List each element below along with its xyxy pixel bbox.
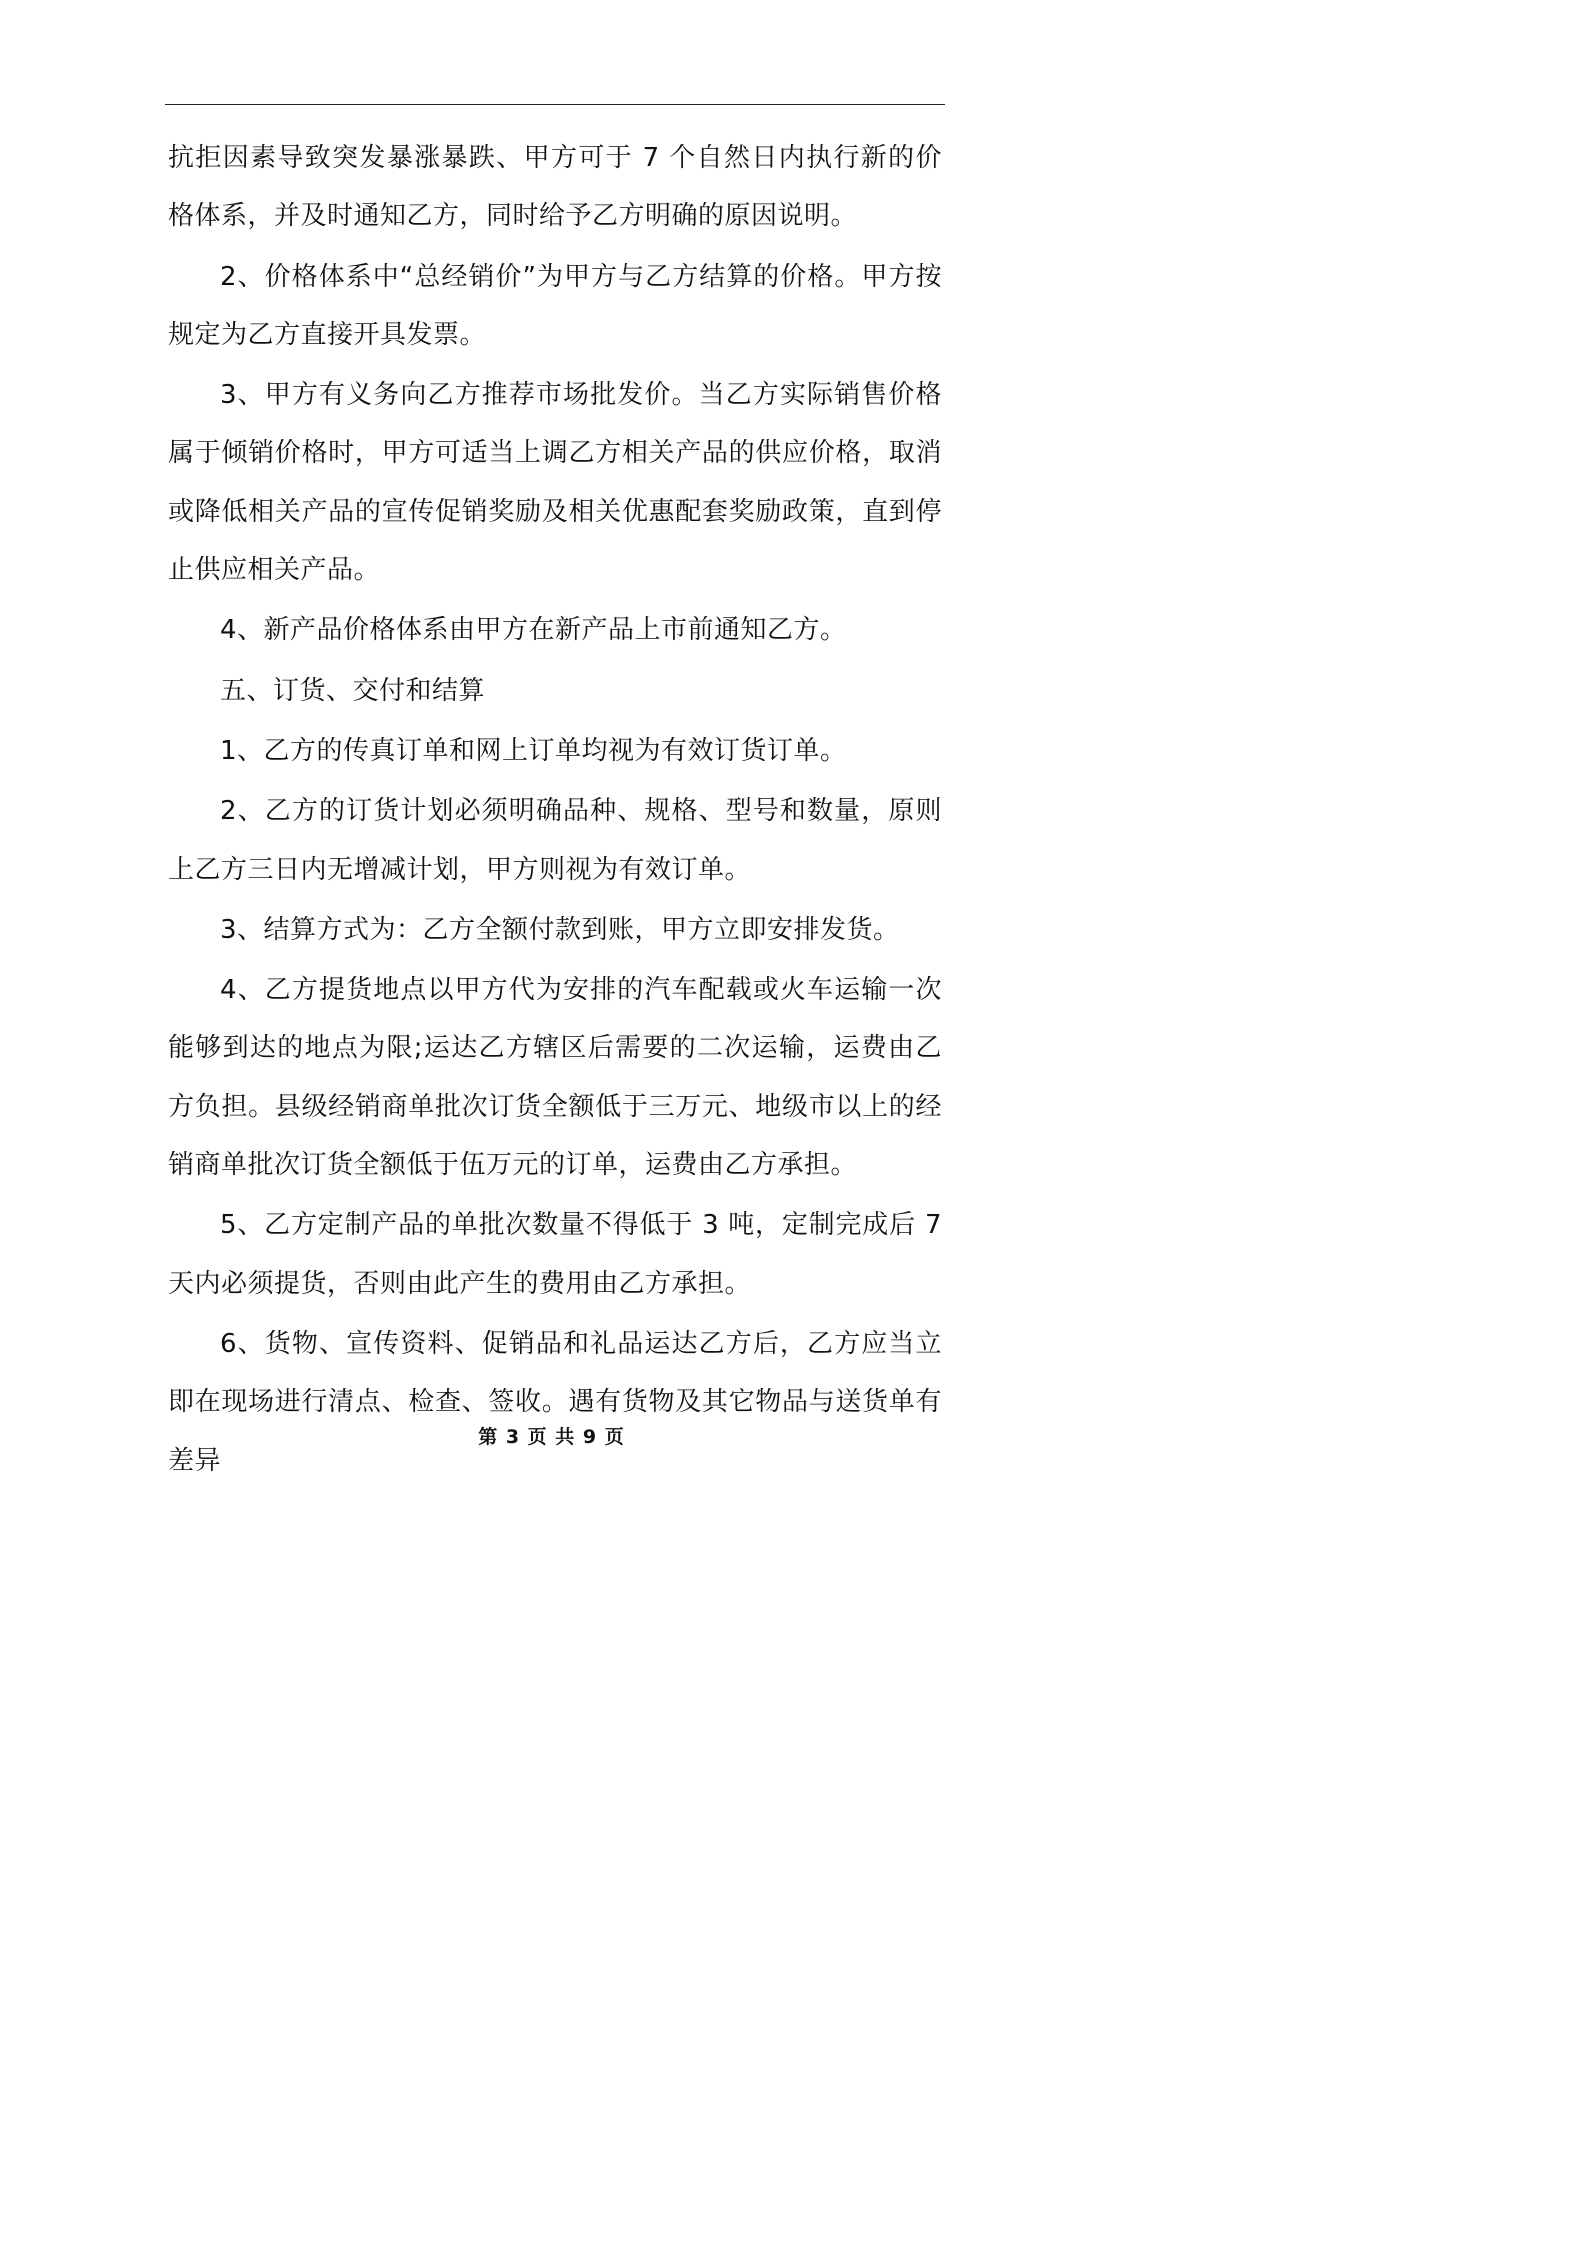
paragraph-order-6: 6、货物、宣传资料、促销品和礼品运达乙方后，乙方应当立即在现场进行清点、检查、签收。遇有货物及其它物品与送货单有差异 [168, 1328, 942, 1476]
paragraph-clause-2: 2、价格体系中“总经销价”为甲方与乙方结算的价格。甲方按规定为乙方直接开具发票。 [168, 261, 942, 350]
header-rule [165, 104, 945, 105]
paragraph-clause-4: 4、新产品价格体系由甲方在新产品上市前通知乙方。 [220, 615, 847, 646]
section-heading-ordering: 五、订货、交付和结算 [220, 675, 486, 706]
paragraph-order-4: 4、乙方提货地点以甲方代为安排的汽车配载或火车运输一次能够到达的地点为限;运达乙方辖区后需要的二次运输，运费由乙方负担。县级经销商单批次订货全额低于三万元、地级市以上的经销商单批次订货全额低于伍万元的订单，运费由乙方承担。 [168, 975, 942, 1181]
paragraph-continuation: 抗拒因素导致突发暴涨暴跌、甲方可于 7 个自然日内执行新的价格体系，并及时通知乙方，同时给予乙方明确的原因说明。 [168, 143, 942, 232]
paragraph-order-5: 5、乙方定制产品的单批次数量不得低于 3 吨，定制完成后 7 天内必须提货，否则由此产生的费用由乙方承担。 [168, 1210, 942, 1299]
paragraph-order-3: 3、结算方式为：乙方全额付款到账，甲方立即安排发货。 [220, 914, 900, 945]
page-number: 第 3 页 共 9 页 [478, 1426, 625, 1448]
paragraph-clause-3: 3、甲方有义务向乙方推荐市场批发价。当乙方实际销售价格属于倾销价格时，甲方可适当上调乙方相关产品的供应价格，取消或降低相关产品的宣传促销奖励及相关优惠配套奖励政策，直到停止供应相关产品。 [168, 380, 942, 586]
paragraph-order-1: 1、乙方的传真订单和网上订单均视为有效订货订单。 [220, 735, 847, 766]
paragraph-order-2: 2、乙方的订货计划必须明确品种、规格、型号和数量，原则上乙方三日内无增减计划，甲方则视为有效订单。 [168, 796, 942, 885]
document-body [168, 129, 942, 1492]
